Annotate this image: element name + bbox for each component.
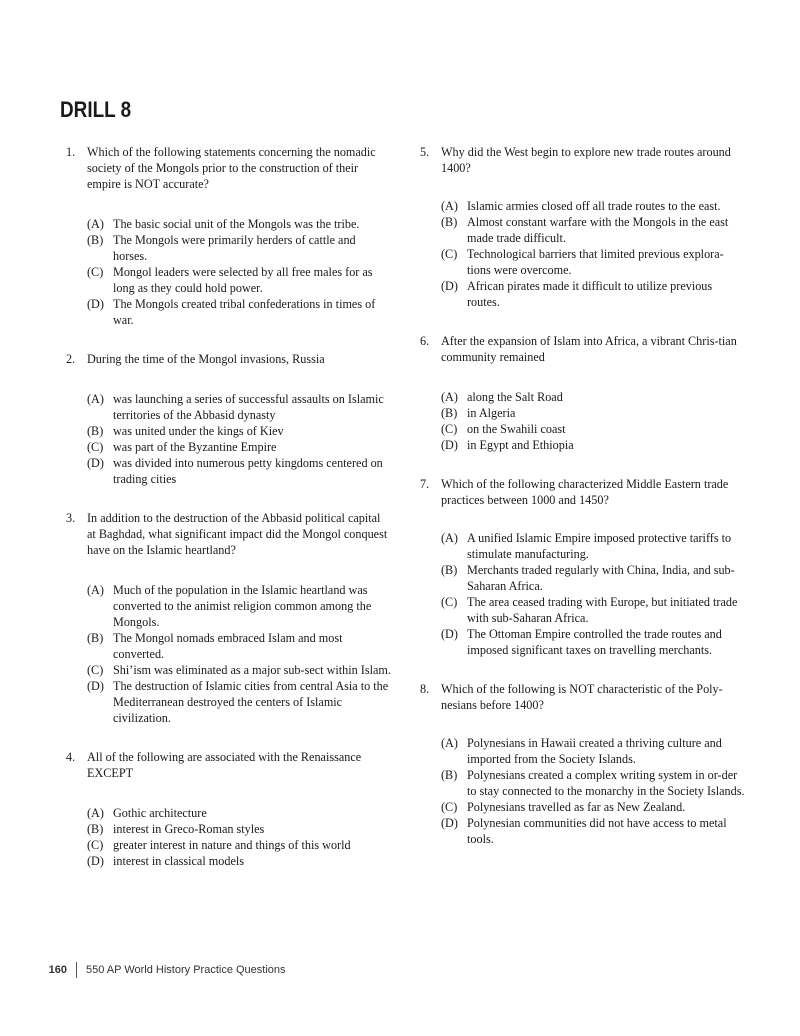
footer-divider <box>76 962 77 978</box>
choice-b <box>441 214 745 246</box>
question-number: 8. <box>420 682 430 696</box>
answer-choices <box>66 805 392 869</box>
choice-label: (C) <box>441 422 458 436</box>
question-number: 2. <box>66 352 76 366</box>
choice-d <box>87 853 392 869</box>
choice-text: African pirates made it difficult to utilize previous routes. <box>467 279 713 309</box>
choice-text: The area ceased trading with Europe, but initiated trade with sub-Saharan Africa. <box>467 595 738 625</box>
choice-label: (D) <box>87 297 104 311</box>
choice-d <box>441 437 745 453</box>
choice-label: (C) <box>87 838 104 852</box>
choice-label: (C) <box>441 800 458 814</box>
question-stem <box>420 681 745 713</box>
answer-choices <box>420 735 745 847</box>
choice-c <box>87 837 392 853</box>
choice-a <box>441 735 745 767</box>
question-stem <box>420 144 745 176</box>
choice-label: (A) <box>441 199 458 213</box>
choice-text: along the Salt Road <box>467 390 563 404</box>
choice-text: was launching a series of successful assaults on Islamic territories of the Abbasid dynasty <box>113 392 384 422</box>
choice-a <box>87 582 392 630</box>
answer-choices <box>66 582 392 726</box>
question-5 <box>420 144 745 310</box>
choice-d <box>441 278 745 310</box>
question-text: In addition to the destruction of the Abbasid political capital at Baghdad, what significant impact did the Mongol conquest have on the Islamic heartland? <box>87 511 388 557</box>
answer-choices <box>420 389 745 453</box>
question-7 <box>420 476 745 658</box>
choice-c <box>441 421 745 437</box>
choice-label: (B) <box>87 424 104 438</box>
choice-text: Gothic architecture <box>113 806 207 820</box>
choice-label: (C) <box>87 265 104 279</box>
choice-text: Much of the population in the Islamic heartland was converted to the animist religion common among the Mongols. <box>113 583 372 629</box>
choice-text: Shi’ism was eliminated as a major sub-sect within Islam. <box>113 663 391 677</box>
choice-text: Technological barriers that limited previous explora-tions were overcome. <box>467 247 724 277</box>
choice-label: (D) <box>441 438 458 452</box>
choice-text: Almost constant warfare with the Mongols in the east made trade difficult. <box>467 215 729 245</box>
question-8 <box>420 681 745 847</box>
question-text: After the expansion of Islam into Africa, a vibrant Chris-tian community remained <box>441 334 737 364</box>
choice-d <box>87 296 392 328</box>
page-number: 160 <box>48 964 67 976</box>
choice-label: (A) <box>87 392 104 406</box>
choice-text: interest in classical models <box>113 854 244 868</box>
choice-text: Polynesians travelled as far as New Zealand. <box>467 800 686 814</box>
choice-label: (A) <box>87 217 104 231</box>
question-4 <box>66 749 392 869</box>
left-column <box>66 144 392 869</box>
choice-label: (A) <box>87 583 104 597</box>
choice-b <box>87 423 392 439</box>
question-text: Why did the West begin to explore new trade routes around 1400? <box>441 145 731 175</box>
choice-text: The Mongols created tribal confederations in times of war. <box>113 297 376 327</box>
question-stem <box>420 333 745 365</box>
question-number: 4. <box>66 750 76 764</box>
choice-text: Merchants traded regularly with China, India, and sub-Saharan Africa. <box>467 563 735 593</box>
choice-text: in Algeria <box>467 406 516 420</box>
choice-b <box>87 630 392 662</box>
question-stem <box>66 510 392 558</box>
choice-text: The Ottoman Empire controlled the trade routes and imposed significant taxes on travelling merchants. <box>467 627 722 657</box>
choice-label: (B) <box>441 215 458 229</box>
choice-label: (A) <box>441 390 458 404</box>
choice-a <box>441 198 745 214</box>
choice-a <box>441 389 745 405</box>
choice-c <box>441 594 745 626</box>
choice-b <box>87 821 392 837</box>
choice-b <box>441 405 745 421</box>
choice-c <box>87 264 392 296</box>
choice-a <box>87 216 392 232</box>
question-text: During the time of the Mongol invasions, Russia <box>87 352 325 366</box>
choice-a <box>87 391 392 423</box>
choice-b <box>441 767 745 799</box>
choice-c <box>87 439 392 455</box>
question-text: Which of the following characterized Middle Eastern trade practices between 1000 and 1450? <box>441 477 729 507</box>
choice-a <box>87 805 392 821</box>
choice-label: (D) <box>87 456 104 470</box>
choice-label: (B) <box>87 233 104 247</box>
question-text: Which of the following is NOT characteristic of the Poly-nesians before 1400? <box>441 682 723 712</box>
question-number: 1. <box>66 145 76 159</box>
choice-text: Mongol leaders were selected by all free males for as long as they could hold power. <box>113 265 373 295</box>
choice-label: (B) <box>441 406 458 420</box>
choice-d <box>441 815 745 847</box>
choice-text: interest in Greco-Roman styles <box>113 822 265 836</box>
choice-b <box>87 232 392 264</box>
answer-choices <box>66 391 392 487</box>
choice-label: (C) <box>87 663 104 677</box>
question-stem <box>66 351 392 367</box>
choice-label: (A) <box>441 736 458 750</box>
choice-label: (A) <box>441 531 458 545</box>
choice-c <box>441 799 745 815</box>
choice-d <box>441 626 745 658</box>
choice-label: (C) <box>441 247 458 261</box>
choice-label: (B) <box>441 563 458 577</box>
answer-choices <box>420 530 745 658</box>
choice-text: was divided into numerous petty kingdoms centered on trading cities <box>113 456 383 486</box>
question-number: 6. <box>420 334 430 348</box>
choice-label: (C) <box>441 595 458 609</box>
choice-c <box>441 246 745 278</box>
choice-label: (D) <box>87 679 104 693</box>
question-stem <box>66 144 392 192</box>
choice-b <box>441 562 745 594</box>
question-stem <box>66 749 392 781</box>
question-number: 5. <box>420 145 430 159</box>
choice-label: (D) <box>87 854 104 868</box>
book-title: 550 AP World History Practice Questions <box>86 964 286 976</box>
choice-text: Polynesians created a complex writing system in or-der to stay connected to the monarchy in the Society Islands. <box>467 768 745 798</box>
choice-a <box>441 530 745 562</box>
choice-d <box>87 455 392 487</box>
choice-label: (D) <box>441 816 458 830</box>
choice-text: Polynesian communities did not have access to metal tools. <box>467 816 727 846</box>
choice-label: (B) <box>441 768 458 782</box>
question-2 <box>66 351 392 487</box>
choice-c <box>87 662 392 678</box>
choice-label: (D) <box>441 627 458 641</box>
right-column <box>420 144 745 847</box>
choice-text: greater interest in nature and things of this world <box>113 838 351 852</box>
question-text: All of the following are associated with the Renaissance EXCEPT <box>87 750 362 780</box>
question-number: 7. <box>420 477 430 491</box>
answer-choices <box>66 216 392 328</box>
question-stem <box>420 476 745 508</box>
question-3 <box>66 510 392 726</box>
choice-text: The destruction of Islamic cities from central Asia to the Mediterranean destroyed the centers of Islamic civilization. <box>113 679 389 725</box>
choice-label: (A) <box>87 806 104 820</box>
question-number: 3. <box>66 511 76 525</box>
choice-text: The basic social unit of the Mongols was the tribe. <box>113 217 360 231</box>
choice-text: in Egypt and Ethiopia <box>467 438 574 452</box>
choice-text: The Mongol nomads embraced Islam and most converted. <box>113 631 343 661</box>
choice-label: (B) <box>87 631 104 645</box>
choice-text: was united under the kings of Kiev <box>113 424 284 438</box>
choice-text: was part of the Byzantine Empire <box>113 440 277 454</box>
page-footer <box>30 962 286 978</box>
choice-label: (D) <box>441 279 458 293</box>
drill-title: DRILL 8 <box>60 97 132 122</box>
question-6 <box>420 333 745 453</box>
question-1 <box>66 144 392 328</box>
choice-text: The Mongols were primarily herders of cattle and horses. <box>113 233 356 263</box>
choice-text: A unified Islamic Empire imposed protective tariffs to stimulate manufacturing. <box>467 531 732 561</box>
choice-label: (C) <box>87 440 104 454</box>
choice-text: Polynesians in Hawaii created a thriving culture and imported from the Society Islands. <box>467 736 722 766</box>
question-text: Which of the following statements concerning the nomadic society of the Mongols prior to the construction of their empire is NOT accurate? <box>87 145 376 191</box>
choice-text: on the Swahili coast <box>467 422 566 436</box>
answer-choices <box>420 198 745 310</box>
choice-text: Islamic armies closed off all trade routes to the east. <box>467 199 721 213</box>
choice-d <box>87 678 392 726</box>
choice-label: (B) <box>87 822 104 836</box>
